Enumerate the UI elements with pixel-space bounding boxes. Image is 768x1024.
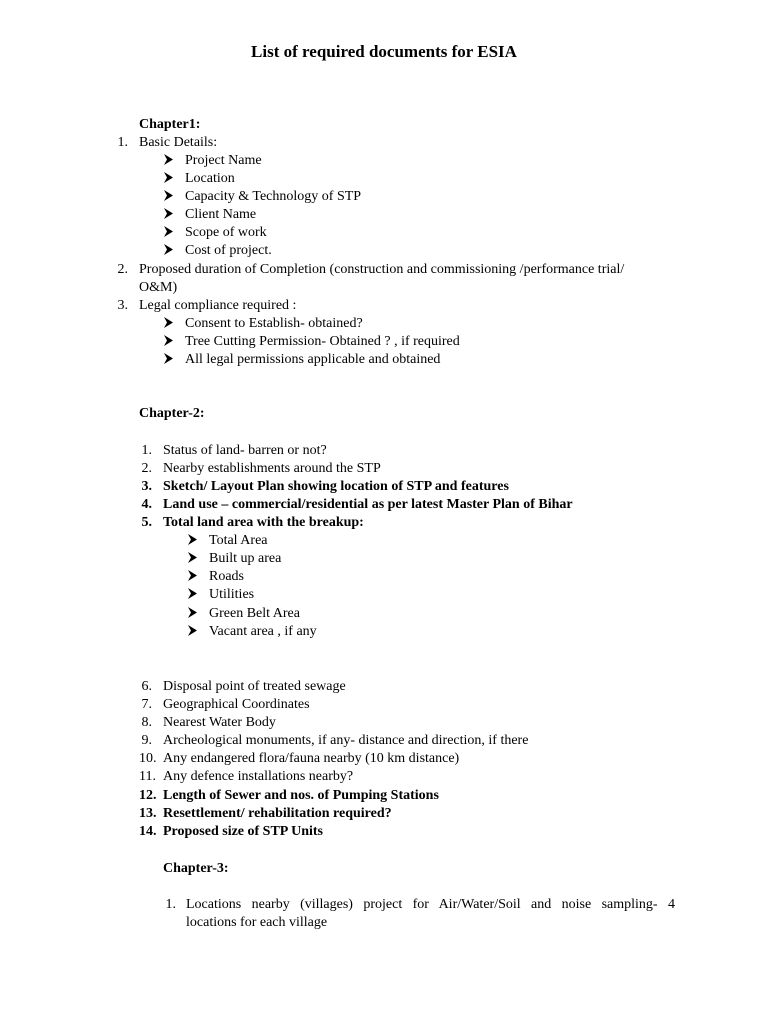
chapter1-item-number: 1. — [117, 135, 128, 150]
arrow-bullet-icon — [163, 188, 185, 206]
chapter2-item-number: 4. — [141, 497, 152, 512]
arrow-bullet-icon — [163, 333, 185, 351]
arrow-bullet-icon — [163, 351, 185, 369]
arrow-bullet-icon — [187, 568, 209, 586]
chapter1-item-basic-details: Basic Details: — [139, 135, 218, 150]
chapter3-item-number: 1. — [165, 897, 176, 912]
chapter2-item-number: 10. — [139, 751, 157, 766]
arrow-bullet-icon — [163, 315, 185, 333]
chapter2-item-number: 8. — [141, 715, 152, 730]
arrow-bullet-icon — [163, 224, 185, 242]
chapter2-item: Nearby establishments around the STP — [163, 461, 381, 476]
chapter2-item: Land use – commercial/residential as per latest Master Plan of Bihar — [163, 497, 573, 512]
chapter1-item-duration: Proposed duration of Completion (construction and commissioning /performance trial/ — [139, 262, 625, 277]
chapter2-item-number: 12. — [139, 788, 157, 803]
chapter2-item-number: 3. — [141, 479, 152, 494]
bullet-item: Consent to Establish- obtained? — [163, 315, 363, 333]
chapter2-item-number: 13. — [139, 806, 157, 821]
chapter2-item: Geographical Coordinates — [163, 697, 310, 712]
bullet-item: All legal permissions applicable and obtained — [163, 351, 440, 369]
bullet-item: Cost of project. — [163, 242, 272, 260]
chapter2-item: Nearest Water Body — [163, 715, 276, 730]
chapter1-item-number: 3. — [117, 298, 128, 313]
bullet-item: Vacant area , if any — [187, 623, 317, 641]
arrow-bullet-icon — [187, 623, 209, 641]
chapter2-item: Length of Sewer and nos. of Pumping Stations — [163, 788, 439, 803]
arrow-bullet-icon — [163, 152, 185, 170]
bullet-item: Capacity & Technology of STP — [163, 188, 361, 206]
chapter2-item-number: 6. — [141, 679, 152, 694]
bullet-item: Tree Cutting Permission- Obtained ? , if required — [163, 333, 460, 351]
chapter1-heading: Chapter1: — [139, 117, 201, 132]
bullet-item: Built up area — [187, 550, 281, 568]
document-title: List of required documents for ESIA — [251, 42, 517, 61]
bullet-item: Scope of work — [163, 224, 267, 242]
chapter2-item: Any endangered flora/fauna nearby (10 km distance) — [163, 751, 460, 766]
bullet-item: Client Name — [163, 206, 256, 224]
chapter2-item: Any defence installations nearby? — [163, 769, 354, 784]
arrow-bullet-icon — [163, 170, 185, 188]
chapter2-item-number: 2. — [141, 461, 152, 476]
chapter3-item: Locations nearby (villages) project for Air/Water/Soil and noise sampling- 4 — [186, 897, 675, 912]
chapter1-item-number: 2. — [117, 262, 128, 277]
bullet-item: Project Name — [163, 152, 262, 170]
chapter2-item-number: 14. — [139, 824, 157, 839]
bullet-item: Roads — [187, 568, 244, 586]
bullet-item: Green Belt Area — [187, 605, 300, 623]
chapter2-item-number: 9. — [141, 733, 152, 748]
arrow-bullet-icon — [163, 206, 185, 224]
chapter1-item-duration-cont: O&M) — [139, 280, 178, 295]
chapter2-item: Archeological monuments, if any- distance and direction, if there — [163, 733, 529, 748]
chapter2-item: Status of land- barren or not? — [163, 443, 327, 458]
chapter1-item-legal: Legal compliance required : — [139, 298, 297, 313]
chapter2-item: Proposed size of STP Units — [163, 824, 323, 839]
bullet-item: Location — [163, 170, 235, 188]
chapter2-item: Resettlement/ rehabilitation required? — [163, 806, 392, 821]
chapter2-item: Disposal point of treated sewage — [163, 679, 346, 694]
chapter2-item-number: 5. — [141, 515, 152, 530]
arrow-bullet-icon — [187, 586, 209, 604]
chapter2-item: Total land area with the breakup: — [163, 515, 364, 530]
chapter3-heading: Chapter-3: — [163, 861, 229, 876]
chapter2-item-number: 7. — [141, 697, 152, 712]
chapter2-item-number: 1. — [141, 443, 152, 458]
arrow-bullet-icon — [163, 242, 185, 260]
arrow-bullet-icon — [187, 605, 209, 623]
chapter3-item-cont: locations for each village — [186, 915, 328, 930]
chapter2-heading: Chapter-2: — [139, 406, 205, 421]
bullet-item: Total Area — [187, 532, 268, 550]
arrow-bullet-icon — [187, 550, 209, 568]
arrow-bullet-icon — [187, 532, 209, 550]
chapter2-item: Sketch/ Layout Plan showing location of STP and features — [163, 479, 509, 494]
chapter2-item-number: 11. — [139, 769, 156, 784]
bullet-item: Utilities — [187, 586, 254, 604]
